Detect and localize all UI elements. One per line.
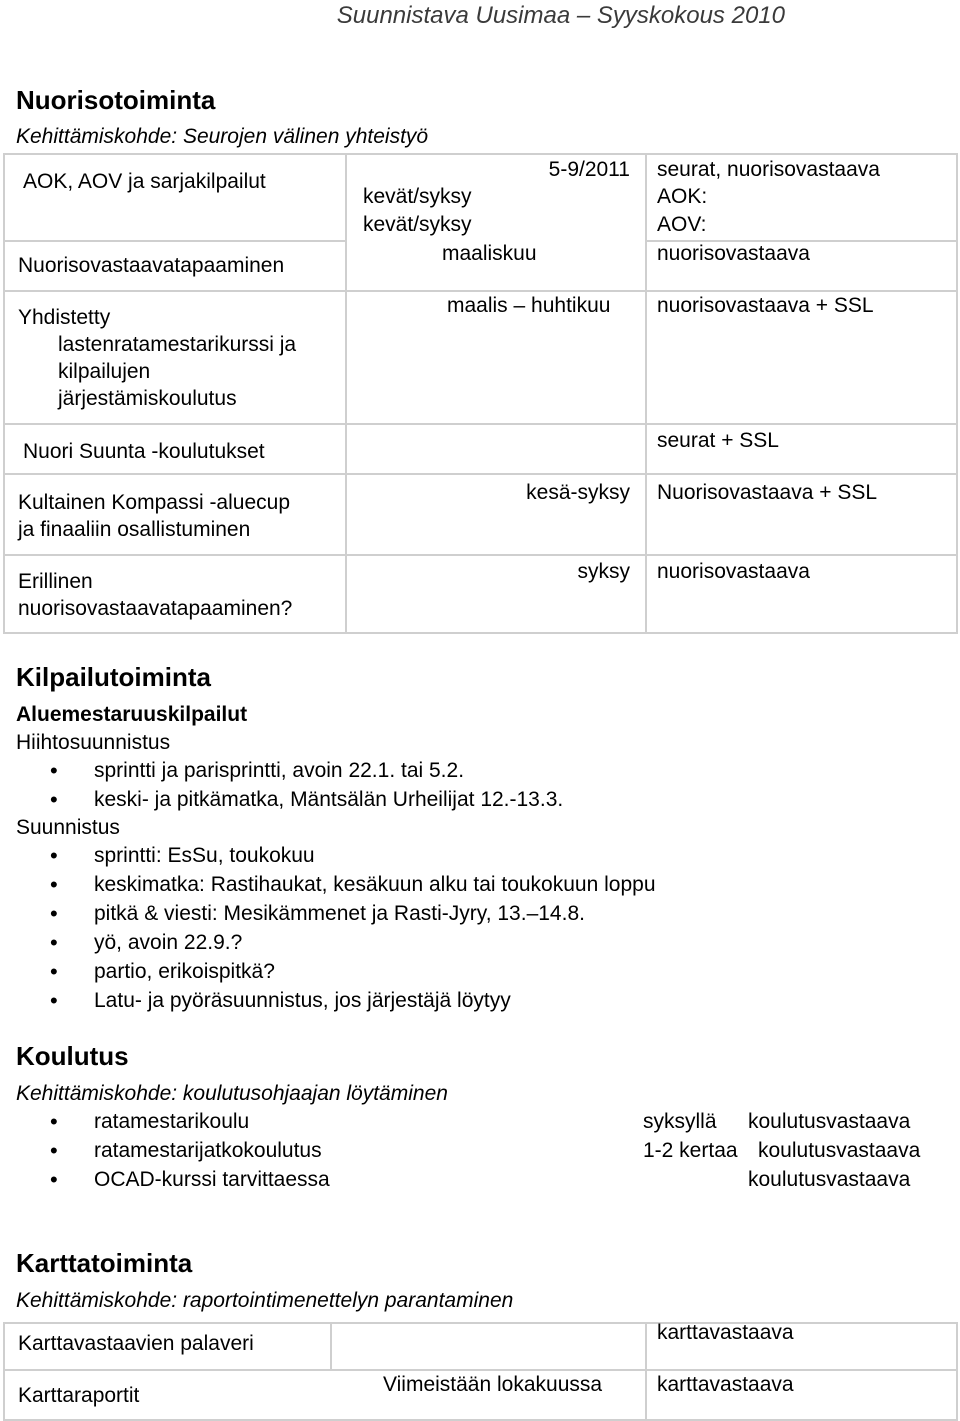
time-cell: syksy — [577, 560, 630, 583]
responsible-cell: seurat + SSL — [657, 429, 779, 452]
responsible-cell: seurat, nuorisovastaava — [657, 158, 880, 181]
table-divider — [5, 554, 958, 556]
time-cell: maalis – huhtikuu — [447, 294, 611, 317]
activity-cell — [18, 489, 290, 543]
koulutus-list — [50, 1107, 330, 1194]
time-cell: kevät/syksy — [363, 213, 472, 236]
list-item — [50, 1107, 330, 1136]
responsible-cell: AOK: — [657, 185, 708, 208]
activity-line: lastenratamestarikurssi ja — [58, 333, 297, 356]
responsible-cell: nuorisovastaava — [657, 242, 810, 265]
activity-line: järjestämiskoulutus — [58, 387, 237, 410]
time-cell: kevät/syksy — [363, 185, 472, 208]
responsible-cell: AOV: — [657, 213, 707, 236]
map-activity-cell: Karttaraportit — [18, 1384, 140, 1407]
list-item: • Latu- ja pyöräsuunnistus, jos järjestäjä löytyy — [50, 986, 656, 1015]
list-item: • pitkä & viesti: Mesikämmenet ja Rasti-Jyry, 13.–14.8. — [50, 899, 656, 928]
activity-cell — [18, 568, 292, 622]
table-divider — [5, 423, 958, 425]
subheading-suunnistus: Suunnistus — [16, 816, 120, 839]
hiihto-list — [50, 756, 563, 814]
nuorisotoiminta-table — [3, 153, 958, 634]
training-who: koulutusvastaava — [758, 1139, 921, 1162]
list-item: • keskimatka: Rastihaukat, kesäkuun alku tai toukokuun loppu — [50, 870, 656, 899]
koulutus-subtitle: Kehittämiskohde: koulutusohjaajan löytäminen — [16, 1082, 448, 1105]
table-divider — [5, 473, 958, 475]
time-cell: kesä-syksy — [526, 481, 630, 504]
list-item: • keski- ja pitkämatka, Mäntsälän Urheilijat 12.-13.3. — [50, 785, 563, 814]
table-divider — [345, 155, 347, 632]
activity-line: Yhdistetty — [18, 306, 111, 329]
list-item: • sprintti ja parisprintti, avoin 22.1. tai 5.2. — [50, 756, 563, 785]
list-item: • yö, avoin 22.9.? — [50, 928, 656, 957]
training-name: ratamestarijatkokoulutus — [94, 1139, 322, 1162]
list-item: • partio, erikoispitkä? — [50, 957, 656, 986]
nuorisotoiminta-subtitle — [16, 123, 428, 150]
activity-line: nuorisovastaavatapaaminen? — [18, 597, 293, 620]
time-cell: 5-9/2011 — [548, 158, 630, 181]
map-responsible-cell: karttavastaava — [657, 1373, 794, 1396]
responsible-cell: nuorisovastaava + SSL — [657, 294, 874, 317]
subheading-hiihtosuunnistus: Hiihtosuunnistus — [16, 731, 171, 754]
training-name: OCAD-kurssi tarvittaessa — [94, 1168, 330, 1191]
subtitle-label: Kehittämiskohde: — [16, 1289, 178, 1312]
training-who: koulutusvastaava — [748, 1110, 911, 1133]
training-who: koulutusvastaava — [748, 1168, 911, 1191]
activity-line: Erillinen — [18, 570, 93, 593]
training-when: 1-2 kertaa — [643, 1139, 738, 1162]
activity-line: kilpailujen — [58, 360, 151, 383]
activity-cell: Nuori Suunta -koulutukset — [23, 440, 265, 463]
suunnistus-list — [50, 841, 656, 1015]
map-responsible-cell: karttavastaava — [657, 1321, 794, 1344]
table-divider — [645, 1324, 647, 1419]
list-item — [50, 1165, 330, 1194]
responsible-cell: nuorisovastaava — [657, 560, 810, 583]
section-title-nuorisotoiminta: Nuorisotoiminta — [16, 85, 216, 115]
map-time-cell: Viimeistään lokakuussa — [383, 1373, 603, 1396]
section-title-karttatoiminta: Karttatoiminta — [16, 1248, 193, 1278]
responsible-cell: Nuorisovastaava + SSL — [657, 481, 878, 504]
table-divider — [330, 1324, 332, 1369]
subheading-aluemestaruus: Aluemestaruuskilpailut — [16, 703, 248, 726]
training-name: ratamestarikoulu — [94, 1110, 250, 1133]
activity-line: Kultainen Kompassi -aluecup — [18, 491, 290, 514]
list-item: • sprintti: EsSu, toukokuu — [50, 841, 656, 870]
subtitle-text: raportointimenettelyn parantaminen — [182, 1289, 514, 1312]
subtitle-text: Seurojen välinen yhteistyö — [182, 125, 429, 148]
training-when: syksyllä — [643, 1110, 717, 1133]
list-item — [50, 1136, 330, 1165]
activity-cell: Nuorisovastaavatapaaminen — [18, 254, 285, 277]
section-title-kilpailutoiminta: Kilpailutoiminta — [16, 662, 211, 692]
time-cell: maaliskuu — [442, 242, 537, 265]
karttatoiminta-subtitle — [16, 1287, 513, 1314]
activity-cell: AOK, AOV ja sarjakilpailut — [23, 170, 266, 193]
karttatoiminta-table — [3, 1322, 958, 1421]
table-divider — [645, 155, 647, 632]
activity-cell — [18, 304, 296, 412]
subtitle-label: Kehittämiskohde: — [16, 125, 178, 148]
activity-line: ja finaaliin osallistuminen — [18, 518, 251, 541]
page-header: Suunnistava Uusimaa – Syyskokous 2010 — [336, 2, 785, 29]
section-title-koulutus: Koulutus — [16, 1041, 129, 1071]
table-divider — [5, 240, 345, 242]
map-activity-cell: Karttavastaavien palaveri — [18, 1332, 254, 1355]
